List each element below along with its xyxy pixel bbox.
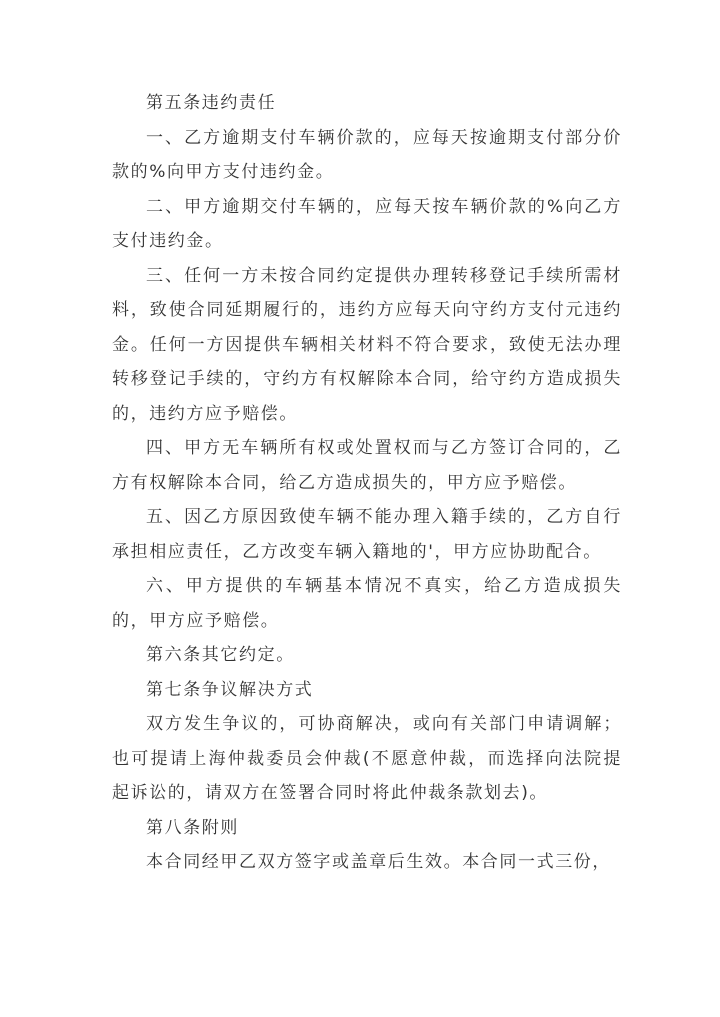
article-8-heading: 第八条附则 [146,817,239,838]
article-7-heading: 第七条争议解决方式 [146,679,314,700]
article-5-clause-3: 三、任何一方未按合同约定提供办理转移登记手续所需材料，致使合同延期履行的，违约方应每天向守约方支付元违约金。任何一方因提供车辆相关材料不符合要求，致使无法办理转移登记手续的，守约方有权解除本合同，给守约方造成损失的，违约方应予赔偿。 [112,265,622,424]
article-5-clause-6: 六、甲方提供的车辆基本情况不真实，给乙方造成损失的，甲方应予赔偿。 [112,576,622,631]
article-8-body: 本合同经甲乙双方签字或盖章后生效。本合同一式三份， [146,852,611,872]
article-5-clause-5: 五、因乙方原因致使车辆不能办理入籍手续的，乙方自行承担相应责任，乙方改变车辆入籍地的'，甲方应协助配合。 [112,507,622,562]
article-7-body: 双方发生争议的，可协商解决，或向有关部门申请调解；也可提请上海仲裁委员会仲裁(不愿意仲裁，而选择向法院提起诉讼的，请双方在签署合同时将此仲裁条款划去)。 [112,714,622,803]
article-5-clause-4: 四、甲方无车辆所有权或处置权而与乙方签订合同的，乙方有权解除本合同，给乙方造成损失的，甲方应予赔偿。 [112,438,622,493]
article-5-clause-1: 一、乙方逾期支付车辆价款的，应每天按逾期支付部分价款的%向甲方支付违约金。 [112,127,622,182]
article-5-clause-2: 二、甲方逾期交付车辆的，应每天按车辆价款的%向乙方支付违约金。 [112,196,622,251]
document-body [112,86,622,880]
article-5-heading: 第五条违约责任 [146,93,277,113]
article-6-heading: 第六条其它约定。 [146,645,295,665]
